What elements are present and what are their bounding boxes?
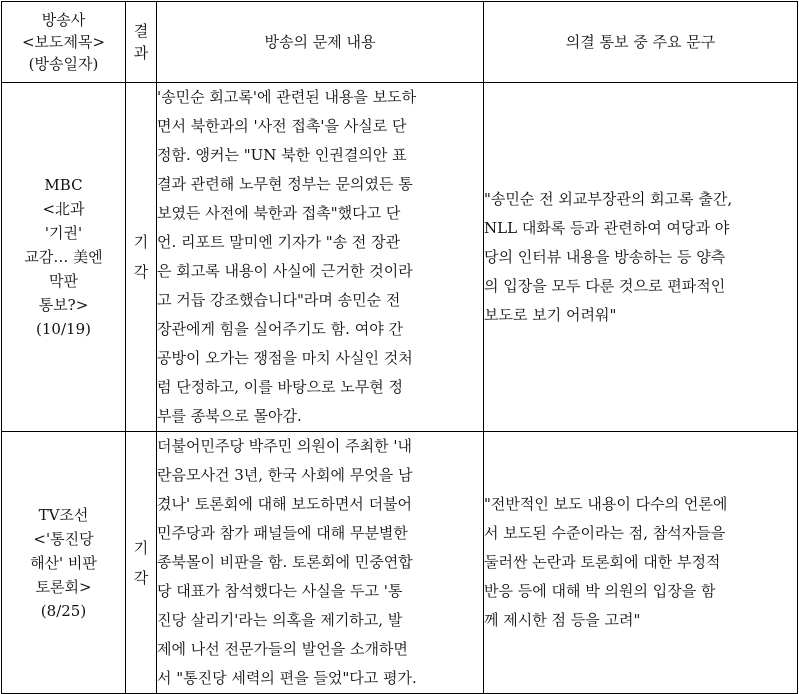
result-cell (126, 83, 157, 432)
content-line: 언. 리포트 말미엔 기자가 "송 전 장관 (157, 233, 401, 251)
broadcaster-line: 막판 (49, 272, 78, 290)
notice-line: "송민순 전 외교부장관의 회고록 출간, (484, 189, 733, 208)
content-line: 정함. 앵커는 "UN 북한 인권결의안 표 (157, 146, 407, 164)
content-line: 보였든 사전에 북한과 접촉"했다고 단 (157, 204, 401, 222)
header-broadcaster-line: <보도제목> (21, 33, 106, 51)
notice-cell (484, 83, 798, 432)
header-notice: 의결 통보 중 주요 문구 (484, 2, 798, 83)
result-line: 기 (133, 233, 149, 251)
content-line: 진당 살리기'라는 의혹을 제기하고, 발 (157, 611, 403, 629)
notice-line: 께 제시한 점 등을 고려" (484, 611, 641, 629)
broadcaster-cell (2, 432, 126, 694)
header-result-line: 과 (133, 44, 149, 62)
broadcaster-line: <北과 (42, 200, 85, 218)
content-line: 서 "통진당 세력의 편을 들었"다고 평가. (157, 669, 417, 687)
content-line: 겼나' 토론회에 대해 보도하면서 더불어 (157, 495, 413, 513)
broadcaster-line: 교감… 美엔 (24, 248, 103, 266)
content-cell (157, 83, 484, 432)
content-line: 장관에게 힘을 실어주기도 함. 여야 간 (157, 320, 403, 338)
content-line: 고 거듭 강조했습니다"라며 송민순 전 (157, 291, 401, 309)
notice-line: "전반적인 보도 내용이 다수의 언론에 (484, 495, 728, 513)
broadcaster-line: (8/25) (40, 601, 87, 620)
notice-line: NLL 대화록 등과 관련하여 여당과 야 (484, 218, 730, 237)
header-result-line: 결 (133, 22, 149, 40)
content-line: 면서 북한과의 '사전 접촉'을 사실로 단 (157, 117, 407, 135)
content-line: 민주당과 참가 패널들에 대해 무분별한 (157, 524, 408, 542)
notice-line: 서 보도된 수준이라는 점, 참석자들을 (484, 524, 726, 542)
broadcaster-line: 해산' 비판 (30, 553, 97, 572)
table-row (2, 83, 798, 432)
broadcaster-line: 통보?> (38, 296, 89, 314)
result-line: 기 (133, 538, 149, 557)
broadcaster-cell (2, 83, 126, 432)
decision-table (1, 1, 798, 694)
broadcaster-line: (10/19) (36, 320, 91, 338)
content-line: 공방이 오가는 쟁점을 마치 사실인 것처 (157, 349, 413, 367)
broadcaster-line: MBC (44, 176, 83, 194)
header-row (2, 2, 798, 83)
content-line: 란음모사건 3년, 한국 사회에 무엇을 남 (157, 466, 413, 484)
content-line: '송민순 회고록'에 관련된 내용을 보도하 (157, 88, 417, 106)
broadcaster-line: 토론회> (35, 577, 92, 596)
table-row (2, 432, 798, 694)
content-line: 부를 종북으로 몰아감. (157, 407, 302, 425)
notice-line: 반응 등에 대해 박 의원의 입장을 함 (484, 582, 716, 600)
header-broadcaster-line: (방송일자) (28, 55, 99, 73)
header-broadcaster (2, 2, 126, 83)
broadcaster-line: '기권' (44, 224, 83, 242)
notice-line: 보도로 보기 어려워" (484, 305, 617, 324)
content-cell (157, 432, 484, 694)
result-line: 각 (133, 263, 149, 281)
header-content: 방송의 문제 내용 (157, 2, 484, 83)
content-line: 결과 관련해 노무현 정부는 문의였든 통 (157, 175, 413, 193)
content-line: 당 대표가 참석했다는 사실을 두고 '통 (157, 582, 403, 600)
result-cell (126, 432, 157, 694)
header-result (126, 2, 157, 83)
content-line: 더불어민주당 박주민 의원이 주최한 '내 (157, 437, 413, 455)
notice-line: 의 입장을 모두 다룬 것으로 편파적인 (484, 276, 726, 295)
notice-line: 둘러싼 논란과 토론회에 대한 부정적 (484, 553, 721, 571)
content-line: 제에 나선 전문가들의 발언을 소개하면 (157, 640, 408, 658)
notice-cell (484, 432, 798, 694)
result-line: 각 (133, 568, 149, 587)
broadcaster-line: <'통진당 (33, 529, 94, 548)
broadcaster-line: TV조선 (38, 505, 89, 524)
content-line: 럼 단정하고, 이를 바탕으로 노무현 정 (157, 378, 403, 396)
header-broadcaster-line: 방송사 (41, 11, 86, 29)
content-line: 종북몰이 비판을 함. 토론회에 민중연합 (157, 553, 413, 571)
content-line: 은 회고록 내용이 사실에 근거한 것이라 (157, 262, 413, 280)
notice-line: 당의 인터뷰 내용을 방송하는 등 양측 (484, 247, 726, 266)
